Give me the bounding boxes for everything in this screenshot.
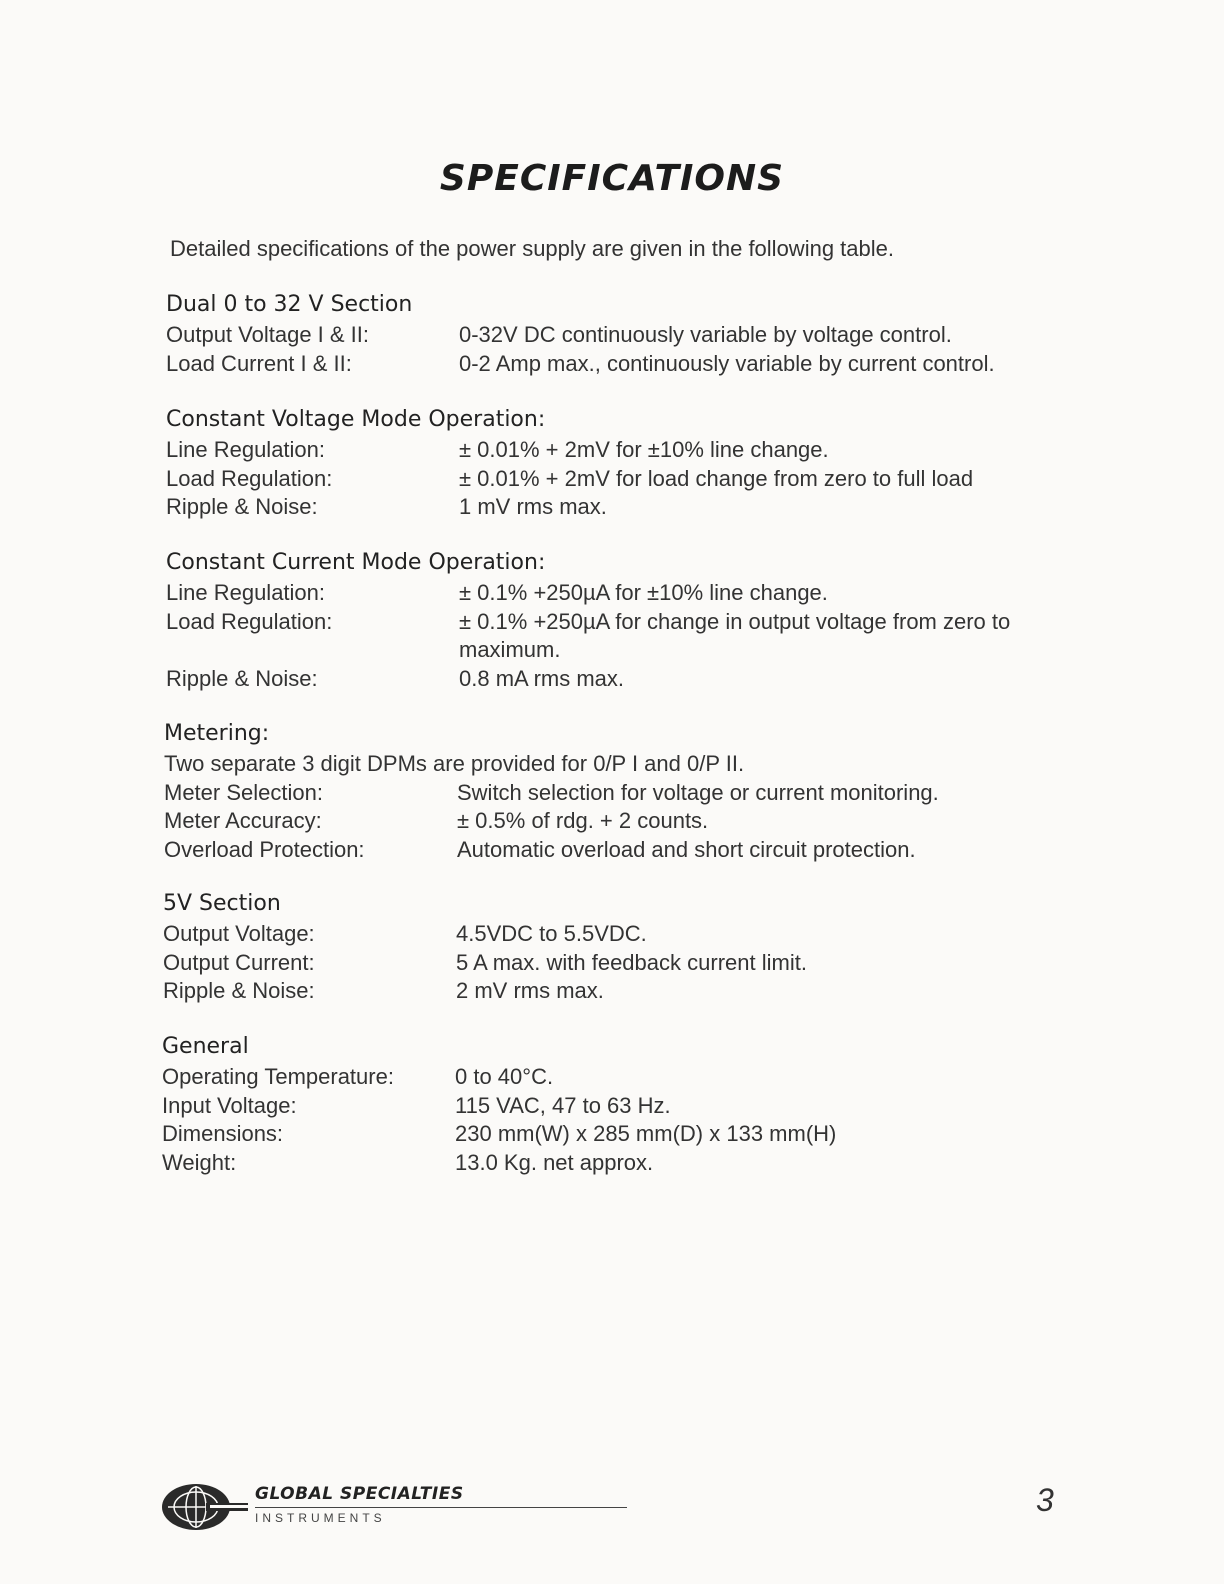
spec-row xyxy=(163,949,1083,978)
spec-value: 13.0 Kg. net approx. xyxy=(455,1149,654,1175)
spec-row xyxy=(166,350,1086,379)
spec-label: Operating Temperature: xyxy=(162,1064,394,1089)
metering-intro: Two separate 3 digit DPMs are provided for 0/P I and 0/P II. xyxy=(164,751,745,776)
brand-name: GLOBAL SPECIALTIES xyxy=(255,1484,464,1504)
section-heading: 5V Section xyxy=(163,891,281,916)
brand-subtitle: INSTRUMENTS xyxy=(255,1511,386,1525)
spec-value: ± 0.01% + 2mV for ±10% line change. xyxy=(459,437,829,462)
spec-value: 0-2 Amp max., continuously variable by current control. xyxy=(459,350,995,376)
spec-label: Line Regulation: xyxy=(166,580,326,605)
spec-value: 4.5VDC to 5.5VDC. xyxy=(456,921,647,946)
spec-row xyxy=(163,977,1083,1006)
spec-row xyxy=(162,1092,1082,1121)
section-heading: Metering: xyxy=(164,721,270,746)
spec-label: Dimensions: xyxy=(162,1121,284,1146)
spec-label: Output Voltage: xyxy=(163,921,315,946)
spec-value: ± 0.5% of rdg. + 2 counts. xyxy=(457,808,709,833)
spec-value: ± 0.1% +250µA for ±10% line change. xyxy=(459,580,828,605)
spec-value: 2 mV rms max. xyxy=(456,978,604,1003)
spec-row xyxy=(166,436,1086,465)
spec-label: Meter Selection: xyxy=(164,779,323,805)
spec-label: Overload Protection: xyxy=(164,836,365,862)
spec-value: 0 to 40°C. xyxy=(455,1064,554,1089)
spec-row xyxy=(162,1120,1082,1149)
section-heading: Constant Current Mode Operation: xyxy=(166,550,546,575)
spec-label: Ripple & Noise: xyxy=(166,494,318,519)
spec-value: 230 mm(W) x 285 mm(D) x 133 mm(H) xyxy=(455,1121,837,1146)
spec-value: ± 0.1% +250µA for change in output voltage from zero to maximum. xyxy=(459,608,1011,662)
brand-divider xyxy=(255,1507,627,1508)
spec-row xyxy=(166,465,1086,494)
spec-row xyxy=(164,779,1084,808)
spec-row xyxy=(163,920,1083,949)
spec-row xyxy=(162,1149,1082,1178)
spec-label: Weight: xyxy=(162,1149,237,1175)
spec-row xyxy=(164,836,1084,865)
spec-value: 5 A max. with feedback current limit. xyxy=(456,949,807,975)
section-metering xyxy=(164,720,1084,864)
spec-value: 1 mV rms max. xyxy=(459,494,607,519)
spec-label: Load Regulation: xyxy=(166,465,333,491)
spec-value: 0-32V DC continuously variable by voltage control. xyxy=(459,322,952,347)
spec-label: Line Regulation: xyxy=(166,437,326,462)
section-constant-current xyxy=(166,549,1086,693)
spec-value: ± 0.01% + 2mV for load change from zero to full load xyxy=(459,465,974,491)
spec-label: Ripple & Noise: xyxy=(166,665,318,691)
section-constant-voltage xyxy=(166,406,1086,522)
spec-label: Input Voltage: xyxy=(162,1092,297,1118)
spec-row xyxy=(162,1063,1082,1092)
spec-label: Output Current: xyxy=(163,949,315,975)
page-number: 3 xyxy=(1036,1482,1054,1518)
section-heading: General xyxy=(162,1034,249,1059)
spec-row xyxy=(166,321,1086,350)
spec-row xyxy=(166,579,1086,608)
spec-value: 0.8 mA rms max. xyxy=(459,665,625,691)
spec-row xyxy=(166,608,1086,665)
spec-row xyxy=(166,493,1086,522)
spec-row xyxy=(166,665,1086,694)
spec-label: Load Regulation: xyxy=(166,608,333,634)
spec-row xyxy=(164,807,1084,836)
intro-text: Detailed specifications of the power supply are given in the following table. xyxy=(170,236,894,261)
section-heading: Constant Voltage Mode Operation: xyxy=(166,407,546,432)
spec-value: Automatic overload and short circuit protection. xyxy=(457,836,916,862)
spec-value: 115 VAC, 47 to 63 Hz. xyxy=(455,1092,671,1118)
spec-value: Switch selection for voltage or current monitoring. xyxy=(457,779,939,805)
spec-label: Load Current I & II: xyxy=(166,350,352,376)
page-title: SPECIFICATIONS xyxy=(439,158,785,199)
section-dual xyxy=(166,291,1086,378)
spec-label: Meter Accuracy: xyxy=(164,808,322,833)
section-5v xyxy=(163,890,1083,1006)
section-heading: Dual 0 to 32 V Section xyxy=(166,292,413,317)
spec-label: Ripple & Noise: xyxy=(163,978,315,1003)
globe-logo-icon xyxy=(160,1482,250,1532)
spec-label: Output Voltage I & II: xyxy=(166,322,370,347)
section-general xyxy=(162,1033,1082,1177)
